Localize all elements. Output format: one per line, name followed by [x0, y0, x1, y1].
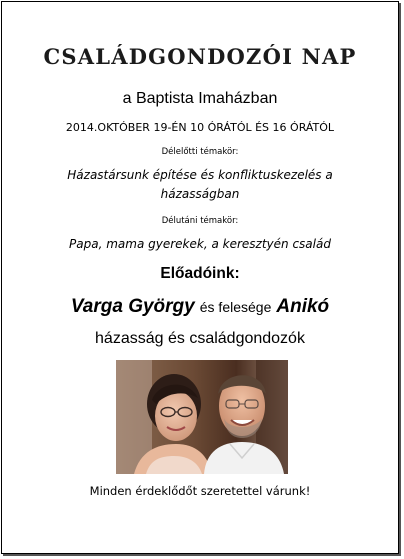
event-title: CSALÁDGONDOZÓI NAP [43, 44, 357, 69]
speakers-line [2, 296, 398, 318]
morning-topic: Házastársunk építése és konfliktuskezelés a házasságban [67, 168, 333, 201]
afternoon-topic-label: Délutáni témakör: [161, 216, 239, 226]
footer-invitation: Minden érdeklődőt szeretettel várunk! [89, 484, 311, 498]
speaker-connector: és felesége [199, 299, 272, 315]
date-line: 2014.OKTÓBER 19-ÉN 10 ÓRÁTÓL ÉS 16 ÓRÁTÓL [65, 121, 335, 134]
flyer-page [1, 1, 399, 554]
morning-topic-label: Délelőtti témakör: [161, 147, 239, 157]
speakers-role: házasság és családgondozók [95, 330, 305, 347]
afternoon-topic: Papa, mama gyerekek, a keresztyén család [69, 237, 331, 251]
speaker-name-2: Anikó [276, 296, 330, 317]
couple-photo-art [116, 360, 288, 474]
speaker-name-1: Varga György [70, 296, 195, 317]
speakers-heading: Előadóink: [160, 265, 240, 282]
couple-photo [116, 360, 288, 474]
venue-line: a Baptista Imaházban [122, 90, 278, 107]
